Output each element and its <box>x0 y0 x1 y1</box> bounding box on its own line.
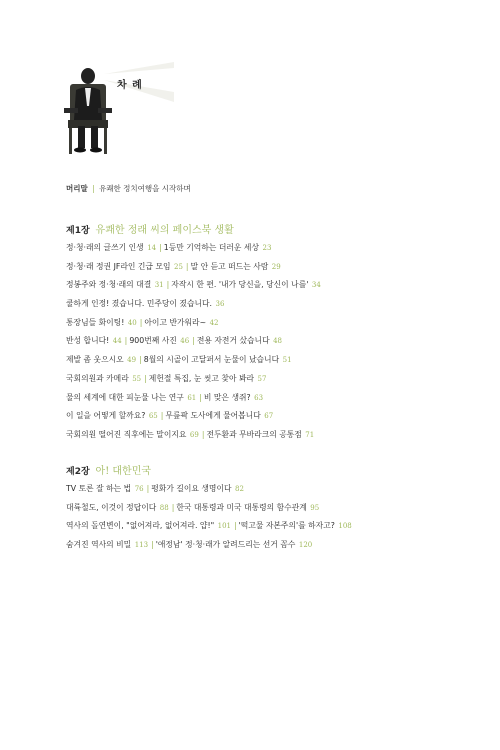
toc-entry[interactable] <box>66 484 145 493</box>
toc-entry[interactable] <box>66 374 142 383</box>
toc-entry[interactable] <box>239 521 353 530</box>
toc-entry[interactable] <box>66 243 157 252</box>
entry-title: '떡고물 자본주의'를 하자고? <box>238 521 335 531</box>
toc-entry[interactable] <box>156 540 314 549</box>
separator: | <box>159 243 162 252</box>
entry-page-number: 69 <box>189 430 199 439</box>
separator: | <box>199 392 202 402</box>
toc-entry[interactable] <box>197 336 283 345</box>
chapter-number: 제2장 <box>66 467 90 477</box>
toc-entry[interactable] <box>164 243 273 252</box>
entry-title: 무릎팍 도사에게 물어봅니다 <box>165 411 261 421</box>
entry-title: 자작시 한 편. '내가 당신을, 당신이 나를' <box>171 280 309 290</box>
entry-page-number: 46 <box>180 337 190 346</box>
separator: | <box>144 373 147 383</box>
entry-title: TV 토론 잘 하는 법 <box>66 484 132 493</box>
toc-line <box>66 258 322 277</box>
toc-entry[interactable] <box>206 430 315 439</box>
toc-line <box>66 351 322 370</box>
entry-title: 이 일을 어떻게 할까요? <box>66 411 146 421</box>
toc-line <box>66 517 353 536</box>
toc-entry[interactable] <box>149 374 268 383</box>
toc-line <box>66 314 322 333</box>
entry-title: 평화가 길이요 생명이다 <box>151 484 232 493</box>
entry-title: 반성 합니다! <box>66 336 110 346</box>
entry-title: 아이고 반가워라~ <box>144 317 207 327</box>
toc-entry[interactable] <box>129 336 190 345</box>
chapter-title: 아! 대한민국 <box>95 466 152 477</box>
chapter-number: 제1장 <box>66 226 90 236</box>
toc-entry[interactable] <box>144 318 219 327</box>
separator: | <box>139 317 143 327</box>
entry-title: 제헌절 특집, 눈 씻고 찾아 봐라 <box>148 373 255 383</box>
toc-entry[interactable] <box>171 280 322 289</box>
entry-page-number: 95 <box>310 503 320 512</box>
entry-page-number: 63 <box>254 393 264 402</box>
entry-page-number: 61 <box>187 393 197 402</box>
entry-page-number: 82 <box>235 485 244 493</box>
toc-line <box>66 370 322 389</box>
toc-line <box>66 499 353 518</box>
entry-page-number: 25 <box>174 262 183 271</box>
entry-title: 900번째 사진 <box>129 336 177 346</box>
entry-page-number: 71 <box>305 430 315 439</box>
entry-page-number: 65 <box>148 412 158 421</box>
toc-entry[interactable] <box>176 503 320 512</box>
toc-entry[interactable] <box>204 393 264 402</box>
entry-page-number: 88 <box>159 503 169 512</box>
entry-page-number: 42 <box>209 318 219 327</box>
entry-page-number: 36 <box>215 300 225 309</box>
toc-title: 차 례 <box>117 80 143 91</box>
separator: | <box>92 184 95 193</box>
chapter-2-heading <box>66 462 151 477</box>
toc-line <box>66 276 322 295</box>
toc-entry[interactable] <box>66 355 137 364</box>
entry-title: 8월의 시골이 고달퍼서 눈물이 났습니다 <box>143 355 280 365</box>
chapter-2-entries <box>66 480 353 555</box>
toc-entry[interactable] <box>66 521 232 530</box>
toc-line <box>66 426 322 445</box>
entry-page-number: 29 <box>271 262 281 271</box>
preface-label: 머리말 <box>66 184 88 193</box>
entry-title: 국회의원 떨어진 직후에는 말이지요 <box>66 429 187 439</box>
entry-title: 정봉주와 정·청·래의 대결 <box>66 280 152 290</box>
entry-page-number: 49 <box>127 356 137 365</box>
entry-title: '애정남' 정·청·래가 알려드리는 선거 꼼수 <box>155 540 296 550</box>
separator: | <box>166 280 170 290</box>
entry-page-number: 48 <box>273 337 283 346</box>
chapter-1-entries <box>66 239 322 445</box>
entry-page-number: 51 <box>282 356 292 365</box>
entry-page-number: 76 <box>134 485 144 493</box>
toc-entry[interactable] <box>191 262 282 271</box>
toc-line <box>66 295 322 314</box>
toc-line <box>66 239 322 258</box>
entry-title: 제발 좀 웃으시오 <box>66 355 124 365</box>
toc-line <box>66 480 353 499</box>
separator: | <box>151 540 154 550</box>
preface-text: 유쾌한 정치여행을 시작하며 <box>99 184 191 193</box>
separator: | <box>160 411 164 421</box>
entry-title: 역사의 돌연변이, "없어져라, 없어져라. 얍!" <box>66 521 215 531</box>
entry-page-number: 120 <box>298 541 313 550</box>
toc-entry[interactable] <box>66 336 123 345</box>
toc-entry[interactable] <box>66 430 200 439</box>
separator: | <box>146 484 150 493</box>
toc-entry[interactable] <box>165 411 274 420</box>
toc-line <box>66 389 322 408</box>
toc-entry[interactable] <box>66 262 184 271</box>
separator: | <box>185 261 189 271</box>
toc-entry[interactable] <box>144 355 293 364</box>
entry-title: 쿨하게 인정! 졌습니다. 민주당이 졌습니다. <box>66 299 213 309</box>
entry-page-number: 31 <box>154 281 164 290</box>
entry-title: 통장님들 화이팅! <box>66 317 125 327</box>
separator: | <box>124 336 128 346</box>
entry-title: 정·청·래 정권 JF라인 긴급 모임 <box>66 261 171 271</box>
entry-title: 물의 세계에 대한 피눈물 나는 연구 <box>66 392 184 402</box>
toc-entry[interactable] <box>66 411 159 420</box>
entry-page-number: 67 <box>264 412 274 421</box>
chapter-title: 유쾌한 정래 씨의 페이스북 생활 <box>95 225 234 236</box>
entry-page-number: 34 <box>311 281 321 290</box>
entry-page-number: 44 <box>112 337 122 346</box>
toc-entry[interactable] <box>66 540 149 549</box>
separator: | <box>234 521 237 531</box>
entry-title: 말 안 듣고 떠드는 사람 <box>190 261 269 271</box>
entry-title: 숨겨진 역사의 비밀 <box>66 540 132 550</box>
entry-title: 대륙철도, 이것이 정답이다 <box>66 502 157 512</box>
separator: | <box>139 355 142 365</box>
toc-entry[interactable] <box>66 299 225 308</box>
entry-page-number: 108 <box>338 522 352 531</box>
entry-page-number: 55 <box>132 374 142 383</box>
toc-entry[interactable] <box>66 393 197 402</box>
separator: | <box>201 429 205 439</box>
toc-entry[interactable] <box>151 484 245 493</box>
entry-title: 국회의원과 카메라 <box>66 373 129 383</box>
entry-title: 전용 자전거 샀습니다 <box>196 336 270 346</box>
entry-page-number: 101 <box>217 522 232 531</box>
toc-entry[interactable] <box>66 280 165 289</box>
entry-title: 정·청·래의 글쓰기 인생 <box>66 243 144 252</box>
separator: | <box>171 502 175 512</box>
entry-page-number: 57 <box>257 374 267 383</box>
entry-title: 한국 대통령과 미국 대통령의 함수관계 <box>176 502 307 512</box>
toc-entry[interactable] <box>66 503 170 512</box>
entry-title: 1등만 기억하는 더러운 세상 <box>163 243 259 252</box>
toc-line <box>66 407 322 426</box>
entry-page-number: 40 <box>127 318 137 327</box>
entry-title: 비 맞은 생쥐? <box>203 392 251 402</box>
separator: | <box>192 336 195 346</box>
entry-page-number: 23 <box>262 244 272 252</box>
toc-line <box>66 536 353 555</box>
preface-line[interactable] <box>66 183 191 194</box>
toc-entry[interactable] <box>66 318 138 327</box>
entry-page-number: 113 <box>134 541 149 550</box>
chapter-1-heading <box>66 221 234 236</box>
toc-line <box>66 332 322 351</box>
entry-title: 전두환과 무바라크의 공통점 <box>206 429 302 439</box>
entry-page-number: 14 <box>147 244 157 252</box>
